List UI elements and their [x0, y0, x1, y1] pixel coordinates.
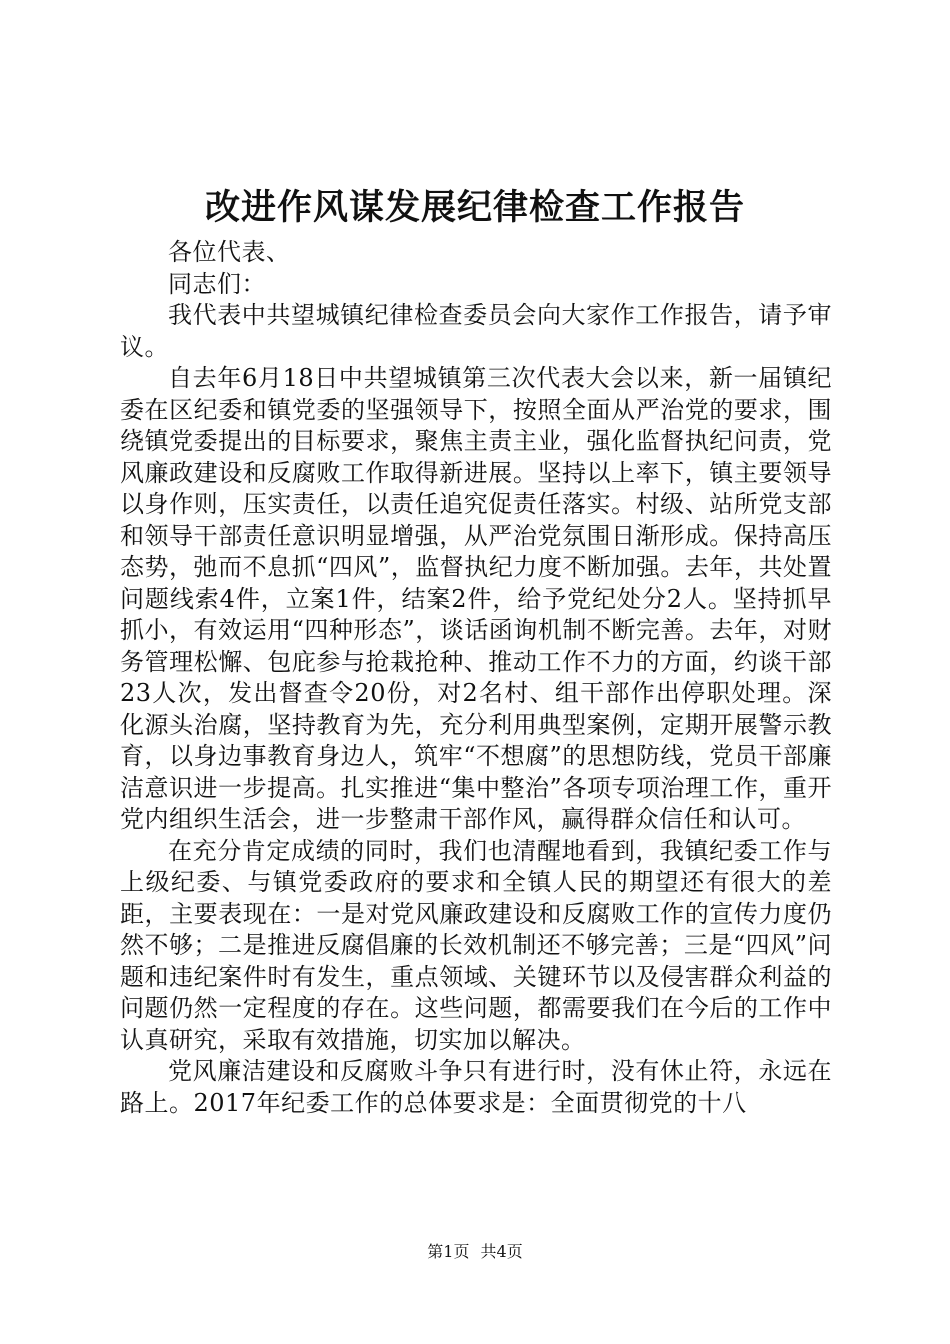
body-paragraph: 我代表中共望城镇纪律检查委员会向大家作工作报告，请予审议。: [120, 301, 832, 361]
body-paragraph: 自去年6月18日中共望城镇第三次代表大会以来，新一届镇纪委在区纪委和镇党委的坚强领导下，按照全面从严治党的要求，围绕镇党委提出的目标要求，聚焦主责主业，强化监督执纪问责，党风廉政建设和反腐败工作取得新进展。坚持以上率下，镇主要领导以身作则，压实责任，以责任追究促责任落实。村级、站所党支部和领导干部责任意识明显增强，从严治党氛围日渐形成。保持高压态势，弛而不息抓“四风”，监督执纪力度不断加强。去年，共处置问题线索4件，立案1件，结案2件，给予党纪处分2人。坚持抓早抓小，有效运用“四种形态”，谈话函询机制不断完善。去年，对财务管理松懈、包庇参与抢栽抢种、推动工作不力的方面，约谈干部23人次，发出督查令20份，对2名村、组干部作出停职处理。深化源头治腐，坚持教育为先，充分利用典型案例，定期开展警示教育，以身边事教育身边人，筑牢“不想腐”的思想防线，党员干部廉洁意识进一步提高。扎实推进“集中整治”各项专项治理工作，重开党内组织生活会，进一步整肃干部作风，赢得群众信任和认可。: [120, 364, 832, 833]
document-title: 改进作风谋发展纪律检查工作报告: [204, 187, 745, 228]
page-number: 第1页: [427, 1242, 470, 1261]
salutation-line: 同志们：: [168, 269, 266, 298]
body-paragraph: 党风廉洁建设和反腐败斗争只有进行时，没有休止符，永远在路上。2017年纪委工作的总体要求是：全面贯彻党的十八: [120, 1057, 832, 1117]
page-footer: [0, 1242, 950, 1262]
document-body: [120, 237, 832, 1119]
salutation-line: 各位代表、: [168, 238, 291, 266]
body-paragraph: 在充分肯定成绩的同时，我们也清醒地看到，我镇纪委工作与上级纪委、与镇党委政府的要求和全镇人民的期望还有很大的差距，主要表现在：一是对党风廉政建设和反腐败工作的宣传力度仍然不够；二是推进反腐倡廉的长效机制还不够完善；三是“四风”问题和违纪案件时有发生，重点领域、关键环节以及侵害群众利益的问题仍然一定程度的存在。这些问题，都需要我们在今后的工作中认真研究，采取有效措施，切实加以解决。: [120, 836, 832, 1054]
page-total: 共4页: [480, 1242, 523, 1261]
